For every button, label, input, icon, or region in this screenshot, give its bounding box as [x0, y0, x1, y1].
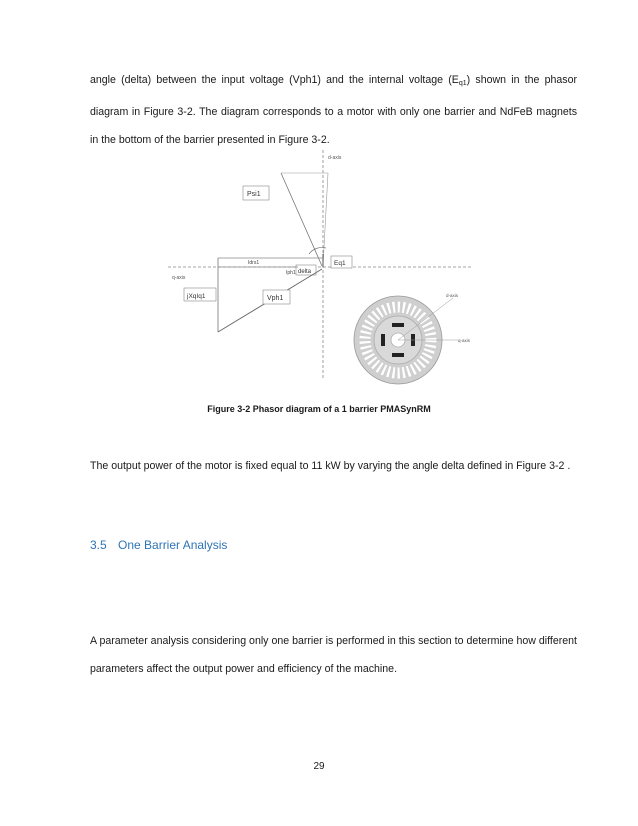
rotor-barrier-bottom	[392, 353, 404, 357]
intro-text-b: ) shown in the phasor diagram in Figure 3-2. The diagram corresponds to a motor with only one barrier and NdFeB magnets in the bottom of the barrier presented in Figure 3-2.	[90, 74, 578, 146]
iph1-label: Iph1	[286, 270, 296, 276]
section-number: 3.5	[90, 538, 107, 552]
q-axis-label: q-axis	[172, 275, 186, 281]
psi1-label: Psi1	[247, 191, 261, 198]
intro-text-a: angle (delta) between the input voltage (Vph1) and the internal voltage (E	[90, 74, 459, 86]
figure-caption: Figure 3-2 Phasor diagram of a 1 barrier PMASynRM	[207, 404, 431, 414]
rotor-barrier-top	[392, 323, 404, 327]
rotor-barrier-left	[381, 334, 385, 346]
parameter-analysis-paragraph: A parameter analysis considering only one barrier is performed in this section to determine how different parameters affect the output power and efficiency of the machine.	[90, 635, 577, 675]
d-axis-label: d-axis	[328, 155, 342, 161]
intro-paragraph	[90, 66, 577, 154]
vph1-label: Vph1	[267, 295, 284, 302]
psi1-phasor	[281, 173, 322, 266]
motor-d-axis-label: d-axis	[446, 293, 459, 298]
jxqlq1-label: jXqIq1	[187, 293, 206, 300]
section-heading	[90, 538, 227, 552]
psi1-guide-vertical	[323, 173, 328, 266]
output-power-paragraph: The output power of the motor is fixed equal to 11 kW by varying the angle delta defined in Figure 3-2 .	[90, 460, 571, 472]
motor-cross-section	[354, 293, 471, 384]
section-title: One Barrier Analysis	[118, 538, 228, 552]
phasor-diagram-figure	[168, 150, 498, 385]
delta-label: delta	[298, 269, 312, 275]
motor-q-axis-label: q-axis	[458, 338, 471, 343]
intro-subscript: q1	[458, 80, 467, 87]
eq1-label: Eq1	[334, 260, 346, 267]
idrs1-label: Idrs1	[248, 260, 260, 266]
page-number: 29	[313, 761, 325, 772]
